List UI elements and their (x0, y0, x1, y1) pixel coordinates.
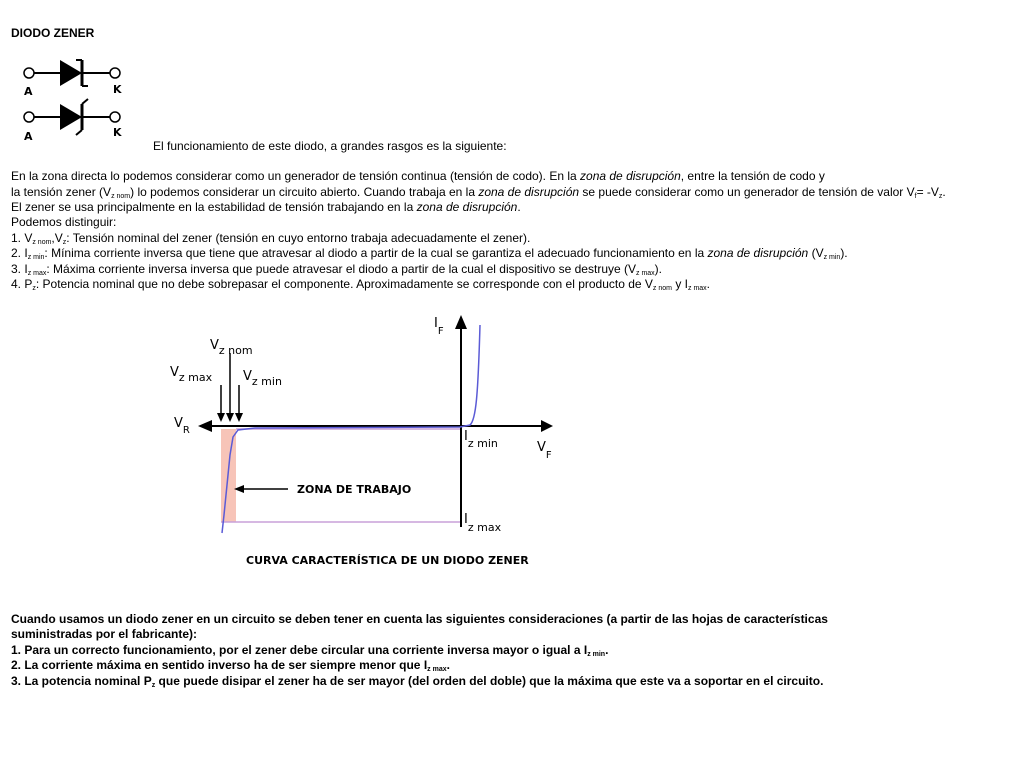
zener-diode-symbols (20, 55, 140, 145)
body-line-2: la tensión zener $(V_{z nom})$ lo podemos considerar un circuito abierto. Cuando trabaja en la zona de disrupción se puede considerar como un generador de tensión de valor $V_f= -V_z$. (11, 185, 946, 200)
page-title: DIODO ZENER (11, 26, 95, 40)
zener-characteristic-diagram (160, 305, 580, 575)
working-zone-label: ZONA DE TRABAJO (297, 483, 412, 496)
anode-label-top: A (24, 85, 33, 98)
izmax-label: $I_{z max}$ (464, 512, 502, 534)
cathode-label-top: K (113, 83, 122, 96)
body-line-1: En la zona directa lo podemos considerar como un generador de tensión continua (tensión de codo). En la zona de disrupción, entre la tensión de codo y (11, 169, 825, 183)
graph-caption: CURVA CARACTERÍSTICA DE UN DIODO ZENER (246, 554, 529, 567)
consideration-item-3: 3. La potencia nominal $P_z$ que puede disipar el zener ha de ser mayor (del orden del doble) que la máxima que este va a soportar en el circuito. (11, 674, 824, 689)
vznom-label: $V_{z nom}$ (210, 338, 253, 357)
list-item-2: 2. $I_{z min}$: Mínima corriente inversa que tiene que atravesar al diodo a partir de la cual se garantiza el adecuado funcionamiento en la zona de disrupción $(V_{z min})$. (11, 246, 848, 261)
vf-label: $V_F$ (537, 440, 552, 461)
izmin-label: $I_{z min}$ (464, 429, 498, 450)
zener-symbol-bottom (24, 99, 122, 143)
list-item-1: 1. $V_{z nom},V_z$: Tensión nominal del zener (tensión en cuyo entorno trabaja adecuadamente el zener). (11, 231, 531, 246)
if-label: $I_F$ (434, 316, 444, 337)
body-line-3: El zener se usa principalmente en la estabilidad de tensión trabajando en la zona de disrupción. (11, 200, 521, 214)
vr-axis-arrow (198, 420, 212, 432)
zener-symbol-top (24, 60, 122, 98)
body-line-4: Podemos distinguir: (11, 215, 117, 229)
considerations-line-2: suministradas por el fabricante): (11, 627, 198, 641)
consideration-item-2: 2. La corriente máxima en sentido inverso ha de ser siempre menor que $I_{z max}$. (11, 658, 450, 673)
vzmax-label: $V_{z max}$ (170, 365, 213, 384)
list-item-3: 3. $I_{z max}$: Máxima corriente inversa inversa que puede atravesar el diodo a partir de la cual el dispositivo se destruye $(V_{z max})$. (11, 262, 663, 277)
intro-text: El funcionamiento de este diodo, a grandes rasgos es la siguiente: (153, 139, 507, 153)
anode-label-bottom: A (24, 130, 33, 143)
vf-axis-arrow (541, 420, 553, 432)
vzmin-label: $V_{z min}$ (243, 369, 282, 388)
cathode-label-bottom: K (113, 126, 122, 139)
considerations-line-1: Cuando usamos un diodo zener en un circuito se deben tener en cuenta las siguientes consideraciones (a partir de las hojas de características (11, 612, 828, 626)
vr-label: $V_R$ (174, 416, 190, 436)
consideration-item-1: 1. Para un correcto funcionamiento, por el zener debe circular una corriente inversa mayor o igual a $I_{z min}$. (11, 643, 609, 658)
list-item-4: 4. $P_z$: Potencia nominal que no debe sobrepasar el componente. Aproximadamente se corresponde con el producto de $V_{z nom}$ y $I_{z max}$. (11, 277, 711, 292)
if-axis-arrow (455, 315, 467, 329)
